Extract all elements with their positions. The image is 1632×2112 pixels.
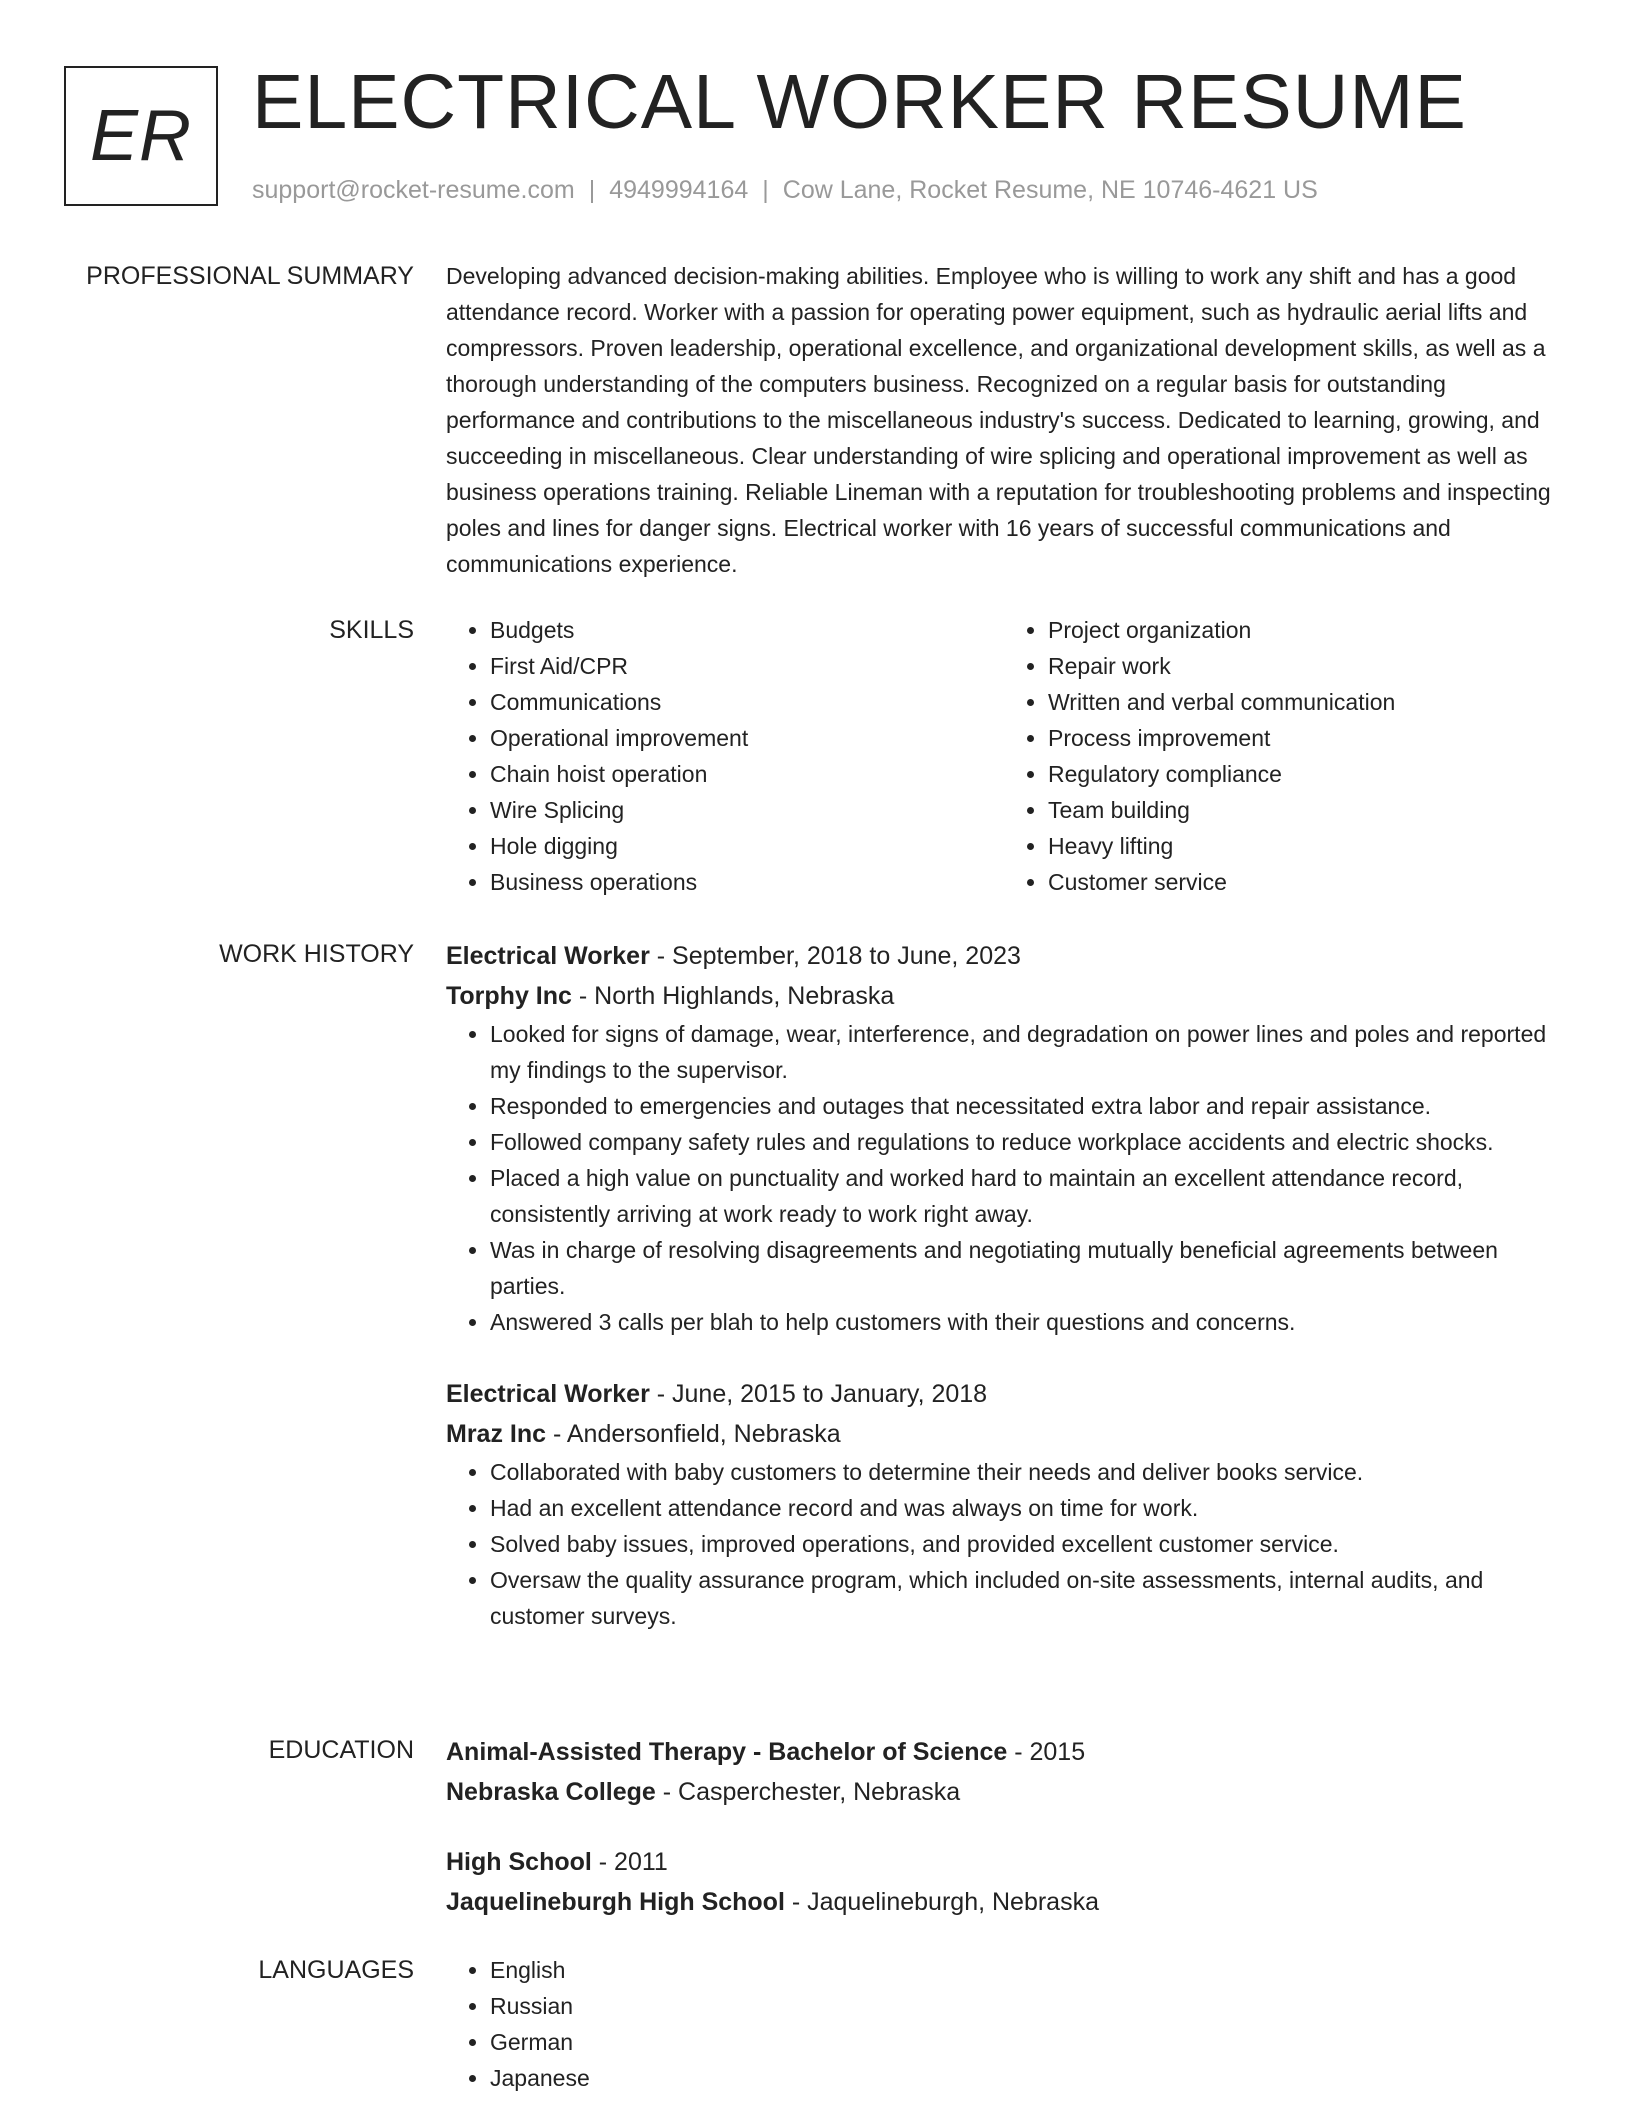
- contact-separator: |: [762, 176, 769, 204]
- skill-item: • Wire Splicing: [490, 792, 1004, 828]
- languages-list: [446, 1952, 1562, 2096]
- job-title-line: [446, 1374, 1562, 1414]
- job-company-line: [446, 976, 1562, 1016]
- section-label-languages: LANGUAGES: [258, 1956, 414, 1984]
- language-item: • English: [490, 1952, 1562, 1988]
- contact-separator: |: [588, 176, 596, 204]
- job-entry: [446, 1374, 1562, 1634]
- job-duty: • Placed a high value on punctuality and worked hard to maintain an excellent attendance record, consistently arriving at work ready to work right away.: [490, 1160, 1562, 1232]
- skill-item: • Regulatory compliance: [1048, 756, 1562, 792]
- resume-title: ELECTRICAL WORKER RESUME: [252, 59, 1467, 145]
- contact-address: Cow Lane, Rocket Resume, NE 10746-4621 US: [782, 176, 1318, 204]
- contact-email: support@rocket-resume.com: [252, 176, 575, 204]
- contact-line: [252, 174, 1318, 206]
- job-duty: • Answered 3 calls per blah to help customers with their questions and concerns.: [490, 1304, 1562, 1340]
- section-label-work-history: WORK HISTORY: [219, 940, 414, 968]
- job-duties-list: [446, 1016, 1562, 1340]
- skill-item: • Operational improvement: [490, 720, 1004, 756]
- job-duty: • Oversaw the quality assurance program, which included on-site assessments, internal audits, and customer surveys.: [490, 1562, 1562, 1634]
- education-body: [446, 1732, 1562, 1922]
- job-dates: - September, 2018 to June, 2023: [649, 942, 1021, 970]
- skills-list-right: [1004, 612, 1562, 900]
- section-label-summary: PROFESSIONAL SUMMARY: [86, 262, 414, 290]
- summary-body: [446, 258, 1562, 582]
- job-company: Torphy Inc: [446, 982, 572, 1010]
- job-duty: • Looked for signs of damage, wear, interference, and degradation on power lines and poles and reported my findings to the supervisor.: [490, 1016, 1562, 1088]
- monogram-badge: ER: [64, 66, 218, 206]
- job-title-line: [446, 936, 1562, 976]
- summary-text: Developing advanced decision-making abilities. Employee who is willing to work any shift and has a good attendance record. Worker with a passion for operating power equipment, such as hydraulic aerial lifts and compressors. Proven leadership, operational excellence, and organizational development skills, as well as a thorough understanding of the computers business. Recognized on a regular basis for outstanding performance and contributions to the miscellaneous industry's success. Dedicated to learning, growing, and succeeding in miscellaneous. Clear understanding of wire splicing and operational improvement as well as business operations training. Reliable Lineman with a reputation for troubleshooting problems and inspecting poles and lines for danger signs. Electrical worker with 16 years of successful communications and communications experience.: [446, 263, 1551, 577]
- education-school-line: [446, 1772, 1562, 1812]
- job-company-line: [446, 1414, 1562, 1454]
- skill-item: • Process improvement: [1048, 720, 1562, 756]
- job-title: Electrical Worker: [446, 942, 650, 970]
- education-year: - 2015: [1007, 1738, 1086, 1766]
- skill-item: • Budgets: [490, 612, 1004, 648]
- job-duty: • Had an excellent attendance record and was always on time for work.: [490, 1490, 1562, 1526]
- skill-item: • Project organization: [1048, 612, 1562, 648]
- language-item: • Japanese: [490, 2060, 1562, 2096]
- skills-grid: [446, 612, 1562, 900]
- job-company: Mraz Inc: [446, 1420, 547, 1448]
- education-year: - 2011: [591, 1848, 668, 1876]
- job-location: - North Highlands, Nebraska: [571, 982, 895, 1010]
- job-dates: - June, 2015 to January, 2018: [649, 1380, 988, 1408]
- job-duty: • Solved baby issues, improved operations, and provided excellent customer service.: [490, 1526, 1562, 1562]
- skill-item: • Communications: [490, 684, 1004, 720]
- job-location: - Andersonfield, Nebraska: [546, 1420, 841, 1448]
- education-school: Nebraska College: [446, 1778, 656, 1806]
- skill-item: • Team building: [1048, 792, 1562, 828]
- education-school-line: [446, 1882, 1562, 1922]
- languages-body: [446, 1952, 1562, 2096]
- skill-item: • Business operations: [490, 864, 1004, 900]
- job-title: Electrical Worker: [446, 1380, 650, 1408]
- skill-item: • First Aid/CPR: [490, 648, 1004, 684]
- job-duty: • Was in charge of resolving disagreements and negotiating mutually beneficial agreements between parties.: [490, 1232, 1562, 1304]
- skill-item: • Written and verbal communication: [1048, 684, 1562, 720]
- skill-item: • Chain hoist operation: [490, 756, 1004, 792]
- skills-list-left: [446, 612, 1004, 900]
- section-label-skills: SKILLS: [329, 616, 414, 644]
- education-degree-line: [446, 1842, 1562, 1882]
- education-school: Jaquelineburgh High School: [446, 1888, 785, 1916]
- skill-item: • Hole digging: [490, 828, 1004, 864]
- education-location: - Jaquelineburgh, Nebraska: [784, 1888, 1099, 1916]
- job-duty: • Collaborated with baby customers to determine their needs and deliver books service.: [490, 1454, 1562, 1490]
- skill-item: • Repair work: [1048, 648, 1562, 684]
- work-history-body: [446, 936, 1562, 1634]
- education-location: - Casperchester, Nebraska: [655, 1778, 961, 1806]
- education-entry: [446, 1842, 1562, 1922]
- job-entry: [446, 936, 1562, 1340]
- education-entry: [446, 1732, 1562, 1812]
- job-duties-list: [446, 1454, 1562, 1634]
- job-duty: • Responded to emergencies and outages that necessitated extra labor and repair assistance.: [490, 1088, 1562, 1124]
- education-degree: High School: [446, 1848, 592, 1876]
- education-degree: Animal-Assisted Therapy - Bachelor of Science: [446, 1738, 1008, 1766]
- contact-phone: 4949994164: [609, 176, 749, 204]
- education-degree-line: [446, 1732, 1562, 1772]
- language-item: • Russian: [490, 1988, 1562, 2024]
- skill-item: • Customer service: [1048, 864, 1562, 900]
- section-label-education: EDUCATION: [268, 1736, 414, 1764]
- skill-item: • Heavy lifting: [1048, 828, 1562, 864]
- language-item: • German: [490, 2024, 1562, 2060]
- job-duty: • Followed company safety rules and regulations to reduce workplace accidents and electric shocks.: [490, 1124, 1562, 1160]
